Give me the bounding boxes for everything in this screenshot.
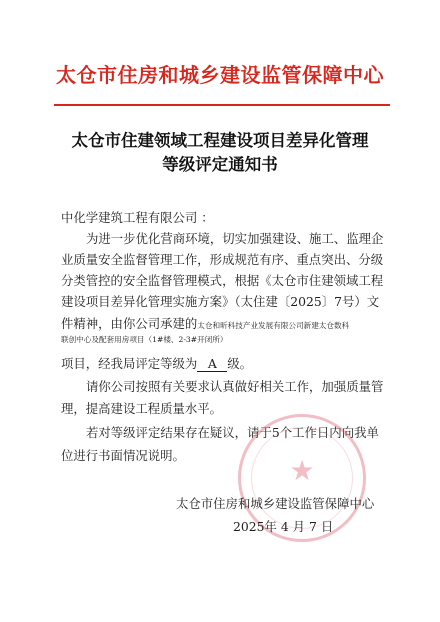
paragraph-1-line-5-prefix: 件精神，由你公司承建的 (61, 316, 198, 331)
paragraph-1-line-1: 为进一步优化营商环境，切实加强建设、施工、监理企 (86, 231, 384, 246)
grade-value: A (197, 357, 227, 372)
paragraph-3-line-1: 若对等级评定结果存在疑议，请于5个工作日内向我单 (86, 425, 379, 440)
issuing-org-header: 太仓市住房和城乡建设监管保障中心 (56, 63, 384, 87)
recipient: 中化学建筑工程有限公司 ： (61, 210, 214, 225)
project-name-line-1: 太仓和昕科技产业发展有限公司新建太仓数科 (197, 321, 350, 330)
header-red-rule (54, 104, 390, 106)
grade-prefix: 项目，经我局评定等级为 (61, 356, 198, 371)
paragraph-1-line-5 (61, 314, 349, 332)
signature-date: 2025年 4 月 7 日 (233, 519, 334, 534)
document-title-line-1: 太仓市住建领域工程建设项目差异化管理 (71, 131, 369, 150)
paragraph-1-line-2: 业质量安全监督管理工作，形成规范有序、重点突出、分级 (61, 252, 384, 267)
paragraph-1-line-7 (61, 354, 252, 372)
paragraph-3-line-2: 位进行书面情况说明。 (61, 448, 185, 463)
paragraph-1-line-3: 分类管控的安全监督管理模式，根据《太仓市住建领域工程 (61, 273, 384, 288)
paragraph-1-line-4: 建设项目差异化管理实施方案》（太住建〔2025〕7号）文 (61, 294, 380, 309)
paragraph-2-line-1: 请你公司按照有关要求认真做好相关工作，加强质量管 (86, 379, 384, 394)
grade-suffix: 级。 (227, 356, 253, 371)
signature-org: 太仓市住房和城乡建设监管保障中心 (176, 496, 375, 511)
project-name-line-2: 联创中心及配套用房项目（1#楼、2-3#开闭所） (61, 335, 228, 344)
paragraph-2-line-2: 理，提高建设工程质量水平。 (61, 401, 223, 416)
seal-star-icon: ★ (289, 454, 315, 487)
document-title-line-2: 等级评定通知书 (162, 155, 278, 174)
